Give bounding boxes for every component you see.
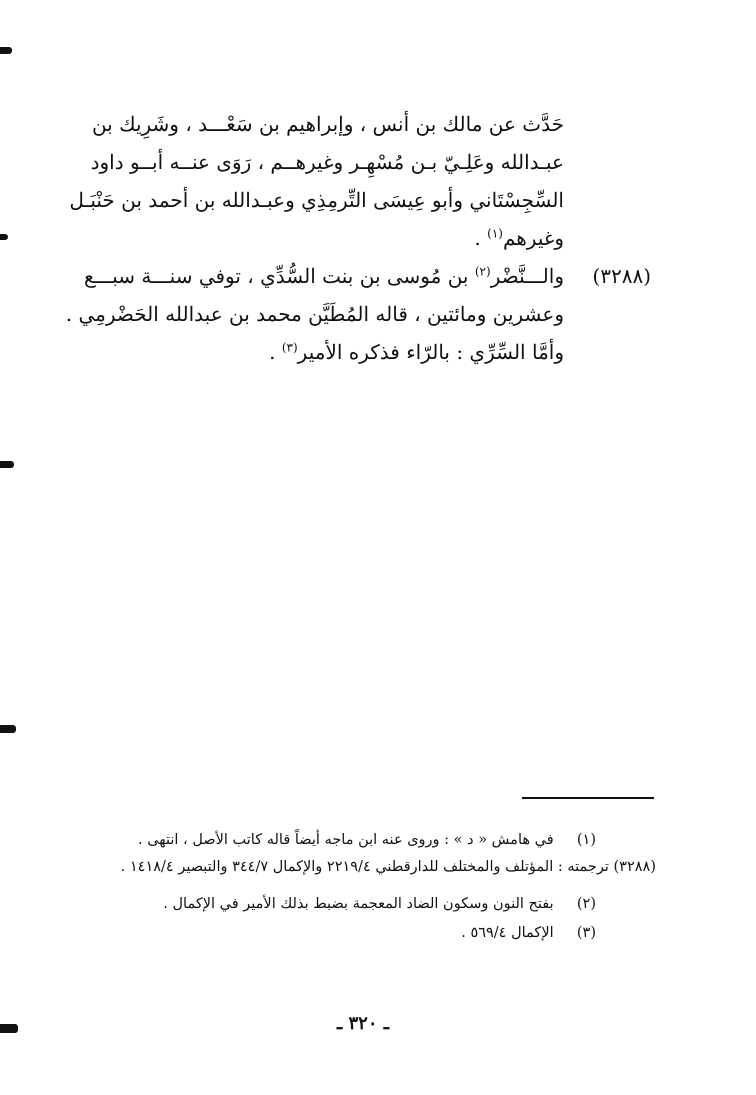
binding-mark	[0, 725, 16, 733]
entry-number: (٣٢٨٨)	[592, 264, 651, 288]
footnote-separator	[522, 797, 654, 799]
text-fragment: والـــنَّضْر	[490, 264, 564, 288]
text-line	[474, 219, 564, 257]
text-line: وعشرين ومائتين ، قاله المُطَيَّن محمد بن عبدالله الحَضْرمِي .	[65, 302, 564, 326]
footnote-text: في هامش « د » : وروى عنه ابن ماجه أيضاً قاله كاتب الأصل ، انتهى .	[138, 832, 554, 848]
binding-mark	[0, 1024, 18, 1033]
text-fragment: وأمَّا السِّرِّي : بالرّاء فذكره الأمير	[297, 340, 564, 364]
main-text	[65, 0, 564, 400]
footnote-ref: (٣)	[281, 340, 298, 355]
footnote-marker: (٢)	[576, 896, 596, 912]
text-line	[84, 257, 564, 295]
text-line	[269, 333, 564, 371]
period: .	[474, 226, 481, 250]
footnote-text: ترجمته : المؤتلف والمختلف للدارقطني ٢٢١٩/٤ والإكمال ٣٤٤/٧ والتبصير ١٤١٨/٤ .	[120, 859, 609, 875]
footnote-text: بفتح النون وسكون الضاد المعجمة بضبط بذلك الأمير في الإكمال .	[163, 896, 554, 912]
footnote-ref: (١)	[487, 226, 503, 241]
footnote-marker: (٣٢٨٨)	[613, 859, 656, 875]
text-line: حَدَّث عن مالك بن أنس ، وإبراهيم بن سَعْـــد ، وشَرِيك بن	[91, 112, 564, 136]
text-line: السِّجِسْتَاني وأبو عِيسَى التِّرمِذِي وعبـدالله بن أحمد بن حَنْبَـل	[69, 188, 564, 212]
period: .	[269, 340, 276, 364]
page-number: ـ ٣٢٠ ـ	[336, 1013, 390, 1034]
footnote-ref: (٢)	[474, 264, 491, 279]
binding-mark	[0, 47, 12, 54]
footnote	[121, 859, 656, 875]
footnote	[138, 832, 596, 848]
footnote-marker: (٣)	[576, 925, 596, 941]
binding-mark	[0, 461, 14, 468]
binding-mark	[0, 234, 8, 240]
footnote-text: الإكمال ٥٦٩/٤ .	[461, 925, 554, 941]
text-line: عبـدالله وعَلِـيّ بـن مُسْهِـر وغيرهــم ، رَوَى عنــه أبــو داود	[90, 150, 564, 174]
footnote	[461, 925, 596, 941]
footnote	[163, 896, 596, 912]
footnote-marker: (١)	[576, 832, 596, 848]
text-fragment: بن مُوسى بن بنت السُّدِّي ، توفي سنـــة سبـــع	[84, 264, 469, 288]
text-fragment: وغيرهم	[502, 226, 564, 250]
